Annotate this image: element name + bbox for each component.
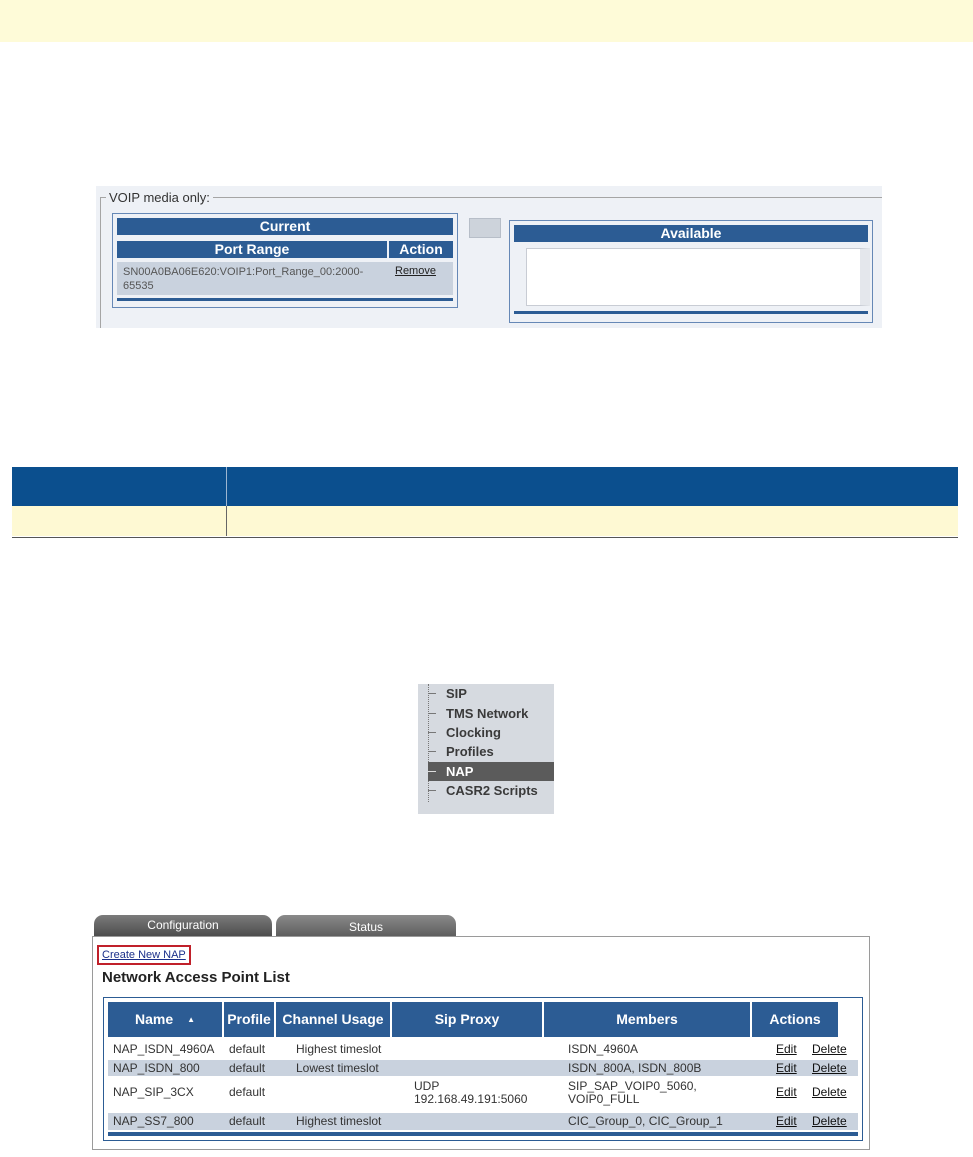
nap-table <box>103 997 863 1141</box>
available-list[interactable] <box>526 248 870 306</box>
cell-channel-usage: Highest timeslot <box>296 1042 382 1056</box>
tree-item-casr2-scripts[interactable] <box>428 781 554 800</box>
edit-link[interactable]: Edit <box>776 1114 797 1128</box>
cell-profile: default <box>229 1061 266 1075</box>
tree-item-profiles[interactable] <box>428 742 554 761</box>
table-row <box>108 1060 858 1076</box>
cell-profile: default <box>229 1085 266 1099</box>
navigation-tree <box>418 684 554 814</box>
nap-panel <box>92 913 872 1153</box>
delete-link[interactable]: Delete <box>812 1042 847 1056</box>
delete-link[interactable]: Delete <box>812 1061 847 1075</box>
tree-item-nap[interactable] <box>428 762 554 781</box>
edit-link[interactable]: Edit <box>776 1085 797 1099</box>
nap-content <box>92 936 870 1150</box>
column-header-name[interactable] <box>108 1002 222 1037</box>
cell-name: NAP_ISDN_4960A <box>113 1042 215 1056</box>
voip-media-panel <box>96 186 882 328</box>
tree-item-label: Clocking <box>446 725 501 740</box>
tree-item-label: CASR2 Scripts <box>446 783 538 798</box>
edit-link[interactable]: Edit <box>776 1061 797 1075</box>
table-footer-bar <box>108 1132 858 1136</box>
column-header-members: Members <box>544 1002 750 1037</box>
cell-profile: default <box>229 1042 266 1056</box>
tab-configuration[interactable]: Configuration <box>94 915 272 936</box>
table-row <box>108 1113 858 1130</box>
cell-members: SIP_SAP_VOIP0_5060, VOIP0_FULL <box>568 1079 697 1106</box>
table-footer-bar <box>514 311 868 314</box>
available-title: Available <box>514 225 868 242</box>
tree-item-label: Profiles <box>446 744 494 759</box>
delete-link[interactable]: Delete <box>812 1085 847 1099</box>
column-header-channel-usage: Channel Usage <box>276 1002 390 1037</box>
delete-link[interactable]: Delete <box>812 1114 847 1128</box>
port-range-value: SN00A0BA06E620:VOIP1:Port_Range_00:2000-65535 <box>123 266 364 292</box>
table-row <box>117 262 453 295</box>
column-header-profile: Profile <box>224 1002 274 1037</box>
tab-status[interactable]: Status <box>276 915 456 936</box>
current-title: Current <box>117 218 453 235</box>
header-band <box>0 0 973 42</box>
document-table-row <box>12 506 958 536</box>
available-port-table <box>509 220 873 323</box>
table-footer-bar <box>117 298 453 301</box>
cell-profile: default <box>229 1114 266 1128</box>
table-row <box>108 1041 858 1058</box>
current-port-table <box>112 213 458 308</box>
tree-item-clocking[interactable] <box>428 723 554 742</box>
move-arrow-button[interactable] <box>469 218 501 238</box>
port-range-header: Port Range <box>117 241 387 258</box>
page-title: Network Access Point List <box>102 969 290 986</box>
table-row <box>108 1078 858 1111</box>
cell-members: CIC_Group_0, CIC_Group_1 <box>568 1114 723 1128</box>
cell-name: NAP_ISDN_800 <box>113 1061 200 1075</box>
cell-members: ISDN_800A, ISDN_800B <box>568 1061 702 1075</box>
column-header-label: Name <box>134 1011 174 1027</box>
cell-channel-usage: Lowest timeslot <box>296 1061 379 1075</box>
column-header-actions: Actions <box>752 1002 838 1037</box>
tree-item-label: SIP <box>446 686 467 701</box>
cell-channel-usage: Highest timeslot <box>296 1114 382 1128</box>
tree-item-tms-network[interactable] <box>428 704 554 723</box>
tree-item-label: TMS Network <box>446 706 529 721</box>
create-new-nap-link[interactable]: Create New NAP <box>97 945 191 965</box>
cell-name: NAP_SIP_3CX <box>113 1085 194 1099</box>
document-table <box>12 467 958 538</box>
voip-legend: VOIP media only: <box>106 190 213 205</box>
cell-members: ISDN_4960A <box>568 1042 639 1056</box>
column-header-sip-proxy: Sip Proxy <box>392 1002 542 1037</box>
tree-item-sip[interactable] <box>428 684 554 703</box>
edit-link[interactable]: Edit <box>776 1042 797 1056</box>
sort-ascending-icon: ▲ <box>187 1015 196 1024</box>
action-header: Action <box>389 241 453 258</box>
cell-sip-proxy: UDP 192.168.49.191:5060 <box>414 1079 528 1106</box>
cell-name: NAP_SS7_800 <box>113 1114 194 1128</box>
document-table-header <box>12 467 958 506</box>
tree-item-label: NAP <box>446 764 474 779</box>
remove-link[interactable]: Remove <box>395 265 436 277</box>
